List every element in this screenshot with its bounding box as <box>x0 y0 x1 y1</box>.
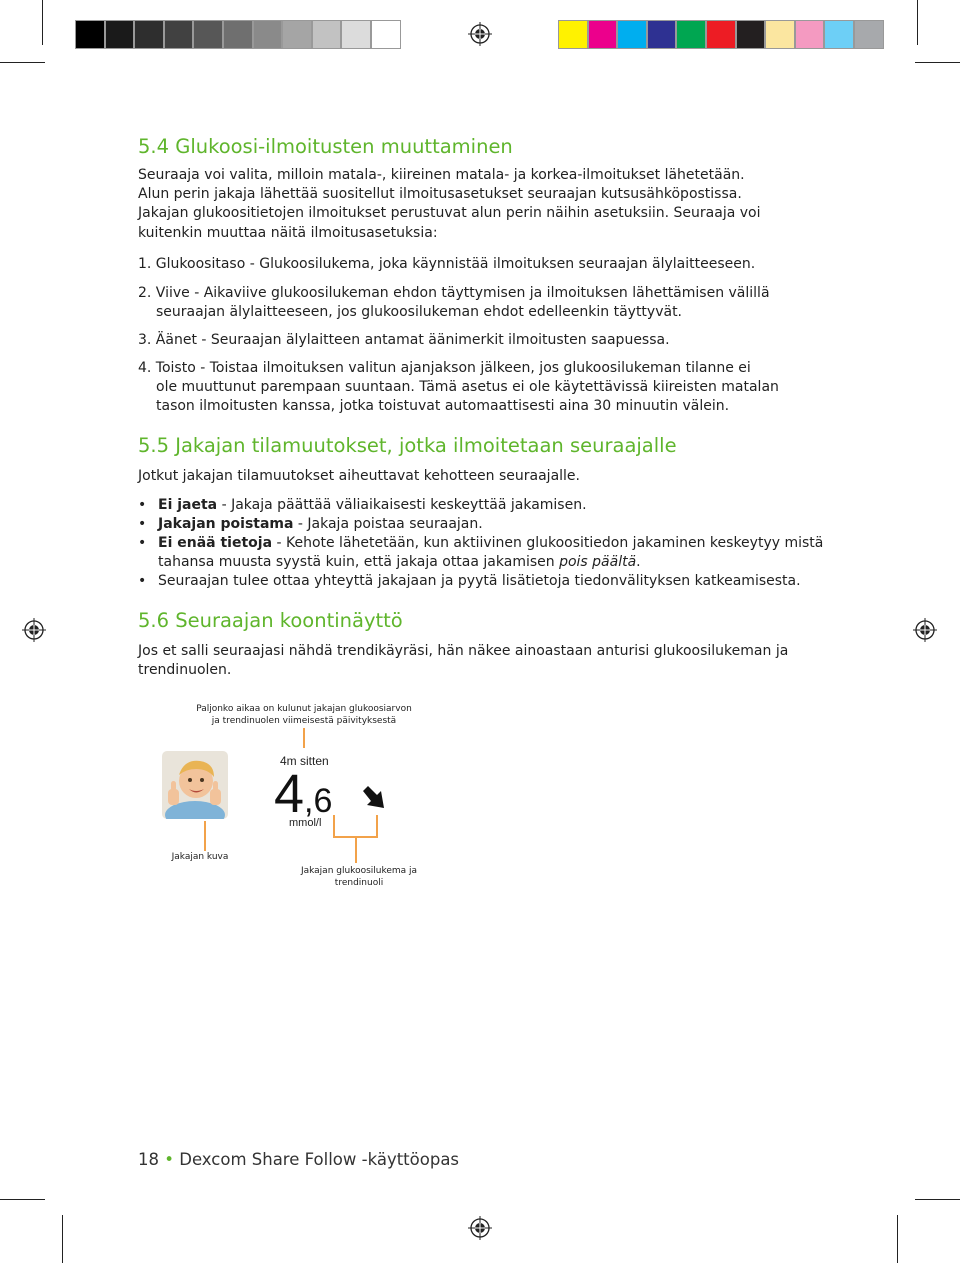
list-item <box>138 359 818 417</box>
color-swatch <box>134 20 164 49</box>
intro-line: trendinuolen. <box>138 662 232 679</box>
color-swatch <box>854 20 884 49</box>
bullet-term: Ei jaeta <box>158 497 218 513</box>
color-swatch <box>706 20 736 49</box>
intro-line: Seuraaja voi valita, milloin matala-, kiireinen matala- ja korkea-ilmoitukset lähetetään. <box>138 167 745 183</box>
bullet-text: - Jakaja poistaa seuraajan. <box>293 516 483 532</box>
figure-label-photo: Jakajan kuva <box>171 852 229 862</box>
bullet-text: - Jakaja päättää väliaikaisesti keskeyttää jakamisen. <box>217 497 587 513</box>
intro-line: Jakajan glukoositietojen ilmoitukset perustuvat alun perin näihin asetuksiin. Seuraaja voi <box>138 205 761 222</box>
section-heading-5-5: 5.5 Jakajan tilamuutokset, jotka ilmoitetaan seuraajalle <box>138 434 677 457</box>
registration-mark-icon <box>468 1216 492 1240</box>
color-swatch <box>312 20 342 49</box>
list-item <box>138 255 818 274</box>
bullet-term: Jakajan poistama <box>158 516 294 532</box>
footer-bullet: • <box>164 1150 174 1169</box>
color-swatch <box>253 20 283 49</box>
figure-label-line: trendinuoli <box>334 878 384 888</box>
color-swatch <box>765 20 795 49</box>
sharer-photo <box>162 751 228 819</box>
bullet-text: tahansa muusta syystä kuin, että jakaja ottaa jakamisen <box>158 554 560 571</box>
color-swatch <box>558 20 588 49</box>
color-swatch <box>105 20 135 49</box>
callout-line <box>355 837 357 863</box>
bullet-text: . <box>636 554 641 571</box>
bullet-item <box>138 572 828 591</box>
bullet-item <box>138 534 828 572</box>
bullet-icon: • <box>138 516 147 532</box>
list-item-text: 4. Toisto - Toistaa ilmoituksen valitun ajanjakson jälkeen, jos glukoosilukeman tilanne ei <box>138 360 751 376</box>
time-ago-text: 4m sitten <box>280 754 329 768</box>
bullet-item <box>138 515 828 534</box>
crop-mark <box>917 0 918 45</box>
glucose-unit: mmol/l <box>289 817 322 829</box>
crop-mark <box>897 1215 898 1263</box>
intro-line: Alun perin jakaja lähettää suositellut ilmoitusasetukset seuraajan kutsusähköpostissa. <box>138 186 742 203</box>
list-item-text: 2. Viive - Aikaviive glukoosilukeman ehdon täyttymisen ja ilmoituksen lähettämisen välillä <box>138 285 770 301</box>
callout-bracket <box>376 815 378 837</box>
registration-mark-icon <box>913 618 937 642</box>
list-item-text: 1. Glukoositaso - Glukoosilukema, joka käynnistää ilmoituksen seuraajan älylaitteeseen. <box>138 256 756 272</box>
list-item-text: 3. Äänet - Seuraajan älylaitteen antamat äänimerkit ilmoitusten saapuessa. <box>138 332 670 348</box>
glucose-value-integer: 4 <box>274 764 305 824</box>
color-swatch <box>676 20 706 49</box>
crop-mark <box>915 62 960 63</box>
registration-mark-icon <box>22 618 46 642</box>
intro-line: kuitenkin muuttaa näitä ilmoitusasetuksia: <box>138 224 438 241</box>
color-swatch <box>282 20 312 49</box>
list-item <box>138 331 818 350</box>
list-item-text: ole muuttunut parempaan suuntaan. Tämä asetus ei ole käytettävissä kiireisten matalan <box>156 379 779 396</box>
section-5-5-intro: Jotkut jakajan tilamuutokset aiheuttavat kehotteen seuraajalle. <box>138 468 580 484</box>
bullet-emphasis: pois päältä <box>559 554 637 571</box>
bullet-term: Ei enää tietoja <box>158 535 273 551</box>
trend-arrow-down-right-icon <box>360 784 388 812</box>
page-number: 18 <box>138 1150 159 1169</box>
bullet-text: Seuraajan tulee ottaa yhteyttä jakajaan ja pyytä lisätietoja tiedonvälityksen katkeamisesta. <box>158 573 801 589</box>
callout-bracket <box>333 815 335 837</box>
bullet-icon: • <box>138 573 147 589</box>
color-swatch <box>795 20 825 49</box>
callout-line <box>303 728 305 748</box>
crop-mark <box>42 0 43 45</box>
color-swatch <box>164 20 194 49</box>
list-item-text: seuraajan älylaitteeseen, jos glukoosilukeman ehdot edelleenkin täyttyvät. <box>156 304 683 321</box>
color-swatch <box>824 20 854 49</box>
figure-label-line: ja trendinuolen viimeisestä päivityksestä <box>211 716 397 726</box>
crop-mark <box>0 62 45 63</box>
color-swatch <box>75 20 105 49</box>
color-swatch <box>647 20 677 49</box>
crop-mark <box>915 1199 960 1200</box>
section-heading-5-4: 5.4 Glukoosi-ilmoitusten muuttaminen <box>138 135 513 158</box>
color-swatch <box>223 20 253 49</box>
registration-mark-icon <box>468 22 492 46</box>
color-swatch <box>193 20 223 49</box>
figure-label-time <box>190 703 418 727</box>
color-swatch <box>736 20 766 49</box>
page-footer <box>138 1150 459 1169</box>
bullet-icon: • <box>138 497 147 513</box>
list-item <box>138 284 818 322</box>
footer-title: Dexcom Share Follow -käyttöopas <box>179 1150 460 1169</box>
figure-label-line: Jakajan glukoosilukema ja <box>300 866 418 876</box>
bullet-text: - Kehote lähetetään, kun aktiivinen glukoositiedon jakaminen keskeytyy mistä <box>272 535 824 551</box>
color-swatch <box>341 20 371 49</box>
section-heading-5-6: 5.6 Seuraajan koontinäyttö <box>138 609 403 632</box>
section-5-4-intro <box>138 166 808 243</box>
bullet-item <box>138 496 828 515</box>
intro-line: Jos et salli seuraajasi nähdä trendikäyräsi, hän näkee ainoastaan anturisi glukoosilukeman ja <box>138 643 789 659</box>
crop-mark <box>62 1215 63 1263</box>
figure-label-line: Paljonko aikaa on kulunut jakajan glukoosiarvon <box>196 704 412 714</box>
callout-line <box>204 821 206 851</box>
section-5-6-intro <box>138 642 808 680</box>
bullet-icon: • <box>138 535 147 551</box>
color-swatch <box>617 20 647 49</box>
color-swatch <box>588 20 618 49</box>
figure-label-value <box>290 865 428 889</box>
crop-mark <box>0 1199 45 1200</box>
glucose-value-decimal: ,6 <box>304 782 333 820</box>
list-item-text: tason ilmoitusten kanssa, jotka toistuvat automaattisesti aina 30 minuutin välein. <box>156 398 730 415</box>
color-swatch <box>371 20 401 49</box>
